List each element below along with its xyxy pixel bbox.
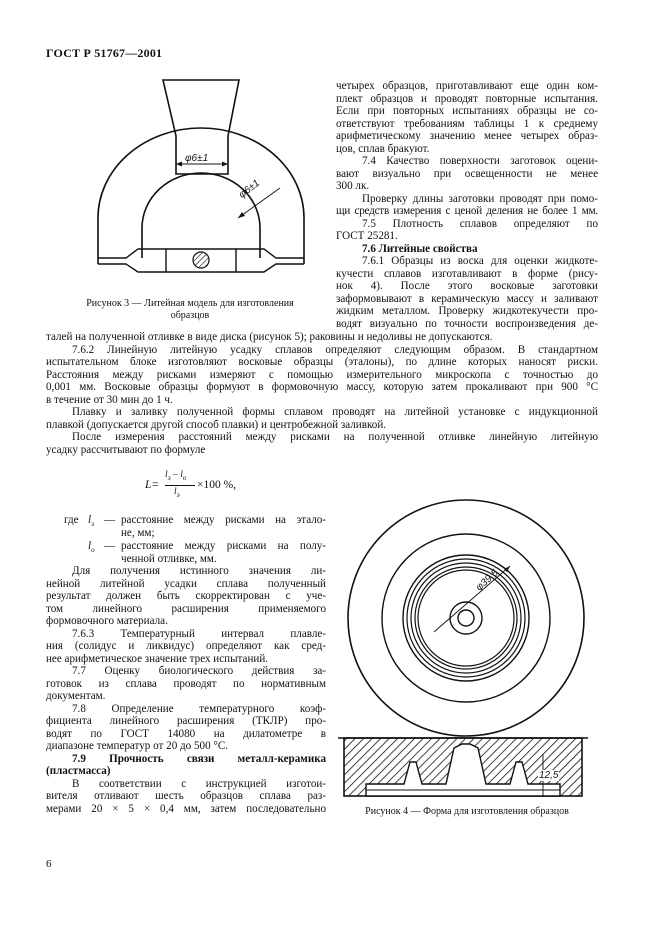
text-line: 7.5 Плотность сплавов определяют по (362, 217, 598, 230)
def-dash: — (104, 514, 116, 526)
text-line: жидким металлом. Проверку жидкотекучести про- (336, 305, 598, 317)
figure-4-caption: Рисунок 4 — Форма для изготовления образцов (365, 806, 569, 817)
text-line: ния (солидус и ликвидус) определяют как сред- (46, 640, 326, 652)
text-line: ченной отливке, мм. (121, 552, 217, 565)
text-line: щи средств измерения с ценой деления не более 1 мм. (336, 205, 598, 217)
text-line: фициента линейного расширения (ТКЛР) про- (46, 715, 326, 727)
text-line: 7.8 Определение температурного коэф- (72, 702, 326, 715)
text-line: кучести сплавов изготавливают в форме (рису- (336, 267, 598, 280)
def-dash: — (104, 540, 116, 552)
section-heading-7-6: 7.6 Литейные свойства (362, 242, 478, 255)
text-line: цов, сплав бракуют. (336, 142, 430, 155)
text-line: испытательном блоке изготовляют восковые образцы (эталоны), по длине которых наносят риски. (46, 356, 598, 368)
text-line: Для получения истинного значения ли- (72, 565, 326, 577)
formula-subscript: э (167, 473, 171, 482)
page-number: 6 (46, 858, 52, 870)
formula-tail: ×100 %, (197, 479, 237, 491)
text-line: том линейного расширения применяемого (46, 602, 326, 615)
figure-3-casting-model (88, 78, 328, 298)
formula-subscript: о (182, 473, 187, 482)
text-line: Плавку и заливку полученной формы сплавом проводят на литейной установке с индукционной (72, 406, 598, 418)
text-line: заформовывают в керамическую массу и заливают (336, 292, 598, 305)
text-line: плект образцов и проводят повторные испытания. (336, 92, 598, 105)
formula-lhs: L= (145, 479, 160, 491)
text-line: Расстояния между рисками измеряют с помощью измерительного микроскопа с точностью до (46, 368, 598, 381)
text-line: диапазоне температур от 20 до 500 °С. (46, 740, 229, 752)
def-where: где (64, 514, 79, 526)
text-line: результат должен быть скорректирован с уче- (46, 590, 326, 602)
text-line: ГОСТ 25281. (336, 230, 398, 242)
def-symbol-letter: l (88, 540, 92, 552)
right-column-text (336, 80, 598, 330)
def-symbol-sub: о (91, 546, 95, 555)
figure-3-caption-line-2: образцов (170, 310, 210, 321)
figure-3-dim-inner: φ6±1 (185, 153, 209, 164)
document-header: ГОСТ Р 51767—2001 (46, 46, 163, 60)
left-column-text (46, 565, 326, 815)
formula-numerator (165, 470, 186, 482)
text-line: в течение от 30 мин до 1 ч. (46, 393, 173, 406)
text-line: 300 лк. (336, 180, 370, 192)
def-symbol (88, 540, 95, 557)
formula-minus: – (170, 470, 181, 480)
text-line: нее арифметическое значение трех испытаний. (46, 652, 269, 665)
text-line: водят визуально по точности воспроизведения де- (336, 317, 598, 330)
definitions (64, 514, 326, 566)
text-line: мерами 20 × 5 × 0,4 мм, затем последовательно (46, 802, 326, 815)
text-line: ответствуют требованиям таблицы 1 к среднему (336, 117, 598, 130)
section-heading-7-9: 7.9 Прочность связи металл-керамика (72, 752, 326, 765)
text-line: 7.6.1 Образцы из воска для оценки жидкоте- (362, 255, 598, 267)
text-line: 7.6.3 Температурный интервал плавле- (72, 627, 326, 640)
text-line: После измерения расстояний между рисками на полученной отливке линейную литейную (72, 431, 598, 443)
text-line: вителя отливают шесть образцов сплава раз- (46, 790, 326, 802)
formula-fraction-bar (165, 485, 195, 486)
figure-4-dim-diameter: φ39,5 (474, 567, 501, 594)
text-line: формовочного материала. (46, 615, 168, 627)
figure-3-caption (58, 298, 322, 322)
text-line: готовок из сплава проводят по нормативным (46, 677, 326, 690)
def-symbol (88, 514, 94, 531)
formula-symbol: l (174, 487, 177, 497)
full-width-text (46, 331, 598, 456)
text-line: не, мм; (121, 526, 155, 539)
text-line: четырех образцов, приготавливают еще один ком- (336, 80, 598, 92)
text-line: вают визуально при освещенности не менее (336, 167, 598, 180)
formula-denominator (174, 487, 180, 499)
text-line: 7.7 Оценку биологического действия за- (72, 665, 326, 677)
text-line: Проверку длины заготовки проводят при помо- (362, 192, 598, 205)
text-line: талей на полученной отливке в виде диска (рисунок 5); раковины и недоливы не допускаются. (46, 331, 493, 343)
def-text (121, 540, 326, 565)
text-line: плавкой (допускается другой способ плавки) и центробежной заливкой. (46, 418, 387, 431)
figure-4-dim-height: 12,5 (539, 770, 559, 781)
text-line: Если при повторных испытаниях образцы не со- (336, 105, 598, 117)
figure-4-mold (338, 492, 598, 804)
formula-subscript: э (176, 490, 180, 499)
def-text (121, 514, 326, 539)
text-line: усадку рассчитывают по формуле (46, 443, 206, 456)
text-line: 7.4 Качество поверхности заготовок оцени- (362, 155, 598, 167)
text-line: 0,001 мм. Восковые образцы формуют в формовочную массу, которую затем прокаливают при 900 °С (46, 381, 598, 393)
definition-l-e (64, 514, 326, 540)
figure-3-dim-outer: φ6±1 (237, 177, 263, 201)
formula-symbol: l (165, 470, 168, 480)
def-symbol-sub: э (91, 520, 95, 529)
formula-symbol: l (180, 470, 183, 480)
section-heading-7-9-cont: (пластмасса) (46, 765, 111, 777)
text-line: арифметическому значению менее четырех образ- (336, 130, 598, 142)
text-line: В соответствии с инструкцией изготои- (72, 777, 326, 790)
figure-3-caption-line-1: Рисунок 3 — Литейная модель для изготовления (86, 298, 294, 309)
definition-l-o (64, 540, 326, 566)
text-line: нок 4). После этого восковые заготовки (336, 280, 598, 292)
text-line: 7.6.2 Линейную литейную усадку сплавов определяют следующим образом. В стандартном (72, 343, 598, 356)
text-line: расстояние между рисками на этало- (121, 514, 326, 526)
def-symbol-letter: l (88, 514, 92, 526)
text-line: расстояние между рисками на полу- (121, 540, 326, 552)
text-line: водят по ГОСТ 14080 на дилатометре в (46, 727, 326, 740)
text-line: нейной литейной усадки сплава полученный (46, 577, 326, 590)
text-line: документам. (46, 690, 106, 702)
